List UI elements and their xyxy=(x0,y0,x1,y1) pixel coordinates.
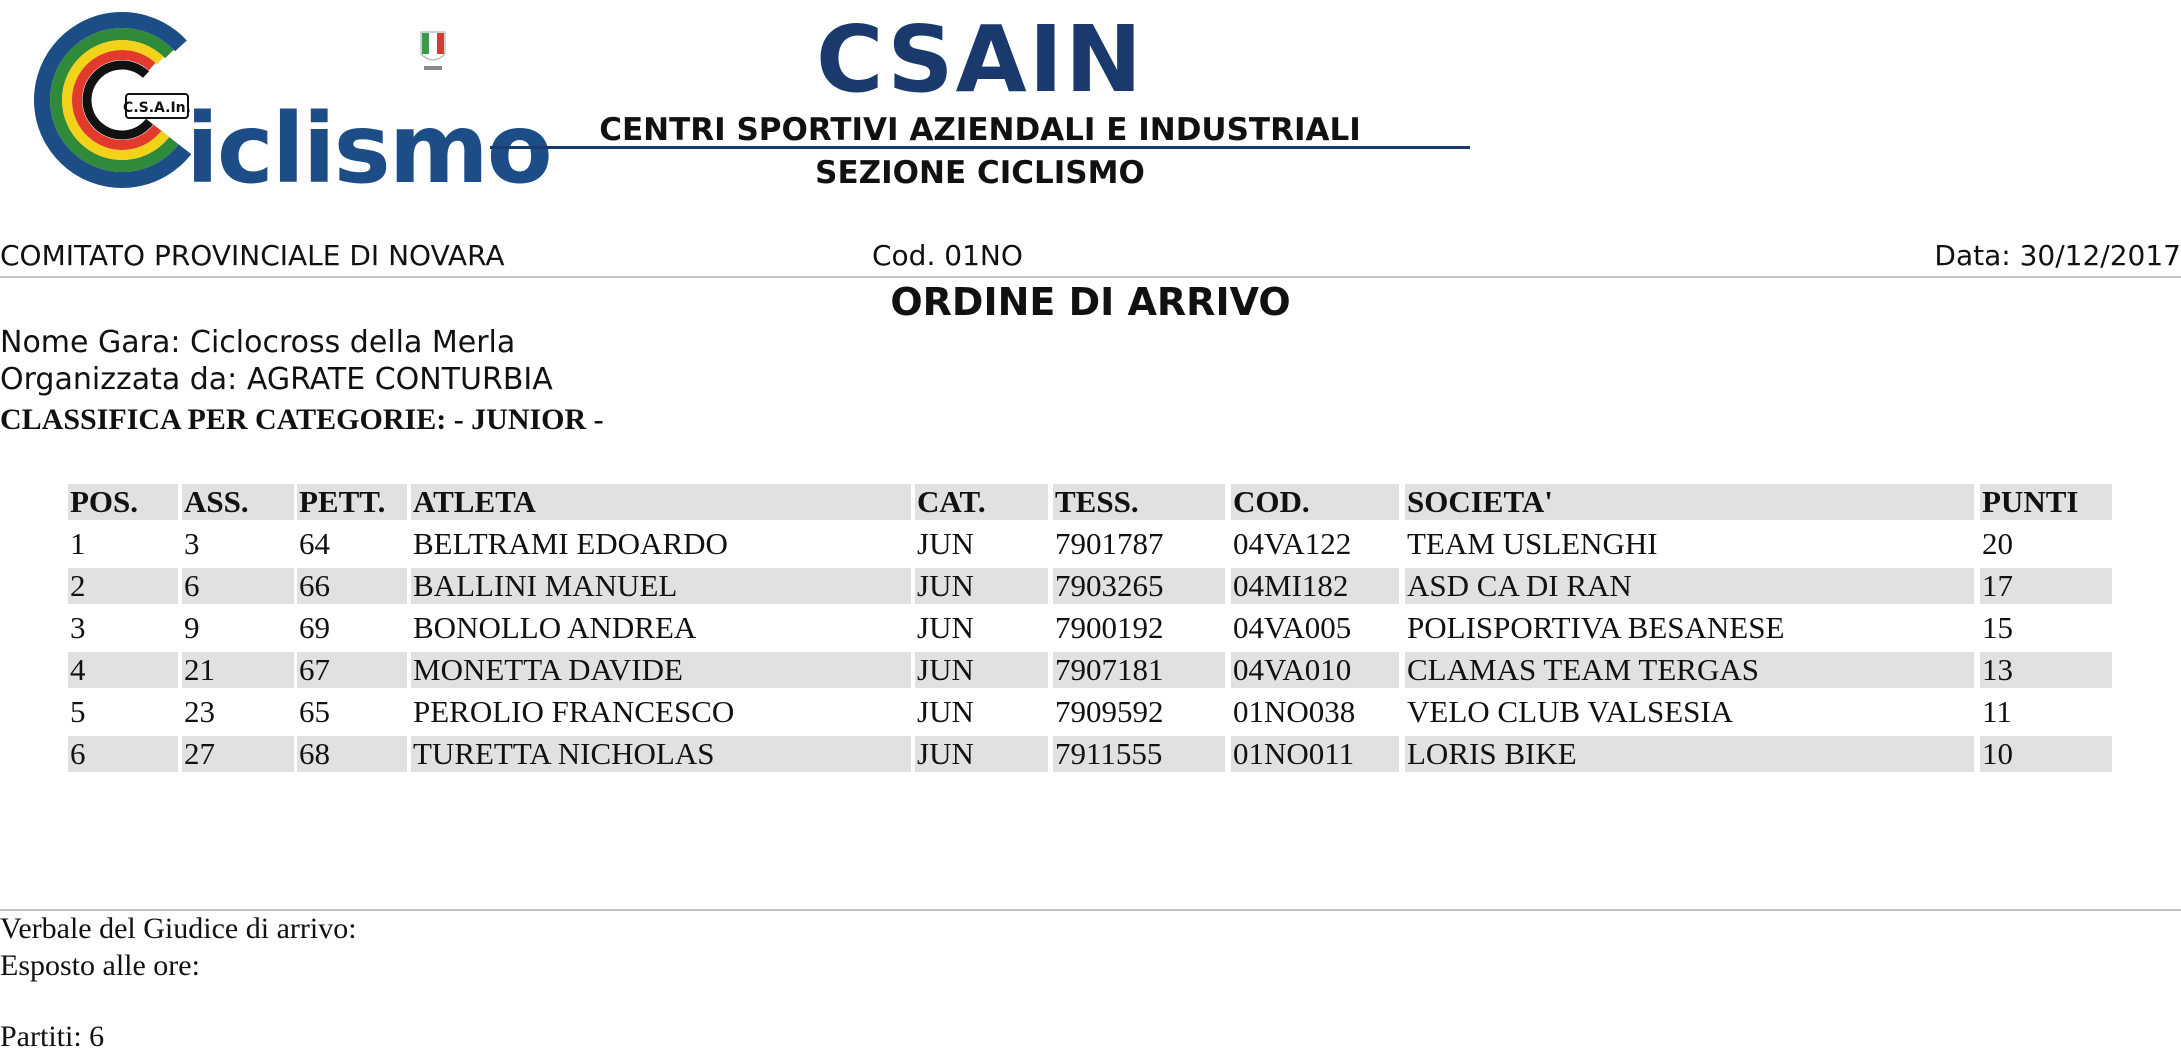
cell-tess: 7903265 xyxy=(1053,568,1225,604)
cell-punti: 13 xyxy=(1980,652,2112,688)
cell-punti: 20 xyxy=(1982,526,2013,561)
cell-cod: 04VA122 xyxy=(1233,526,1352,561)
cell-punti: 11 xyxy=(1982,694,2012,729)
cell-tess: 7901787 xyxy=(1055,526,1164,561)
table-row xyxy=(68,568,2112,610)
cell-pos: 3 xyxy=(70,610,86,645)
header-ass: ASS. xyxy=(182,484,294,520)
cell-tess: 7900192 xyxy=(1055,610,1164,645)
cell-atleta: TURETTA NICHOLAS xyxy=(411,736,911,772)
cell-ass: 27 xyxy=(182,736,294,772)
judge-report-label: Verbale del Giudice di arrivo: xyxy=(0,912,357,945)
cell-cat: JUN xyxy=(917,610,974,645)
cell-tess: 7909592 xyxy=(1055,694,1164,729)
results-table xyxy=(68,484,2112,778)
document-date: Data: 30/12/2017 xyxy=(1934,239,2181,272)
race-name: Nome Gara: Ciclocross della Merla xyxy=(0,325,516,360)
cell-societa: ASD CA DI RAN xyxy=(1405,568,1974,604)
table-row xyxy=(68,694,2112,736)
cell-ass: 3 xyxy=(184,526,200,561)
cell-cat: JUN xyxy=(917,526,974,561)
header-pos: POS. xyxy=(68,484,178,520)
header-cod: COD. xyxy=(1231,484,1399,520)
header-punti: PUNTI xyxy=(1980,484,2112,520)
cell-ass: 21 xyxy=(182,652,294,688)
committee-code: Cod. 01NO xyxy=(872,239,1023,272)
table-row xyxy=(68,652,2112,694)
cell-pett: 66 xyxy=(297,568,407,604)
table-row xyxy=(68,736,2112,778)
cell-cod: 04VA005 xyxy=(1233,610,1352,645)
svg-text:C.S.A.In.: C.S.A.In. xyxy=(123,100,191,116)
cell-cat: JUN xyxy=(917,694,974,729)
cell-pos: 5 xyxy=(70,694,86,729)
cell-pos: 6 xyxy=(68,736,178,772)
cell-pos: 2 xyxy=(68,568,178,604)
cell-pos: 1 xyxy=(70,526,86,561)
svg-text:iclismo: iclismo xyxy=(186,93,551,205)
brand-title: CSAIN xyxy=(816,6,1144,113)
header-societa: SOCIETA' xyxy=(1405,484,1974,520)
cell-pett: 69 xyxy=(299,610,330,645)
cell-societa: VELO CLUB VALSESIA xyxy=(1407,694,1734,729)
cell-cat: JUN xyxy=(915,736,1048,772)
cell-societa: POLISPORTIVA BESANESE xyxy=(1407,610,1785,645)
header-cat: CAT. xyxy=(915,484,1048,520)
cell-punti: 17 xyxy=(1980,568,2112,604)
cell-societa: CLAMAS TEAM TERGAS xyxy=(1405,652,1974,688)
table-row xyxy=(68,526,2112,568)
race-organizer: Organizzata da: AGRATE CONTURBIA xyxy=(0,362,553,397)
section-subtitle: SEZIONE CICLISMO xyxy=(815,155,1145,191)
posted-time-label: Esposto alle ore: xyxy=(0,949,200,982)
cell-ass: 6 xyxy=(182,568,294,604)
cell-societa: TEAM USLENGHI xyxy=(1407,526,1658,561)
cell-punti: 10 xyxy=(1980,736,2112,772)
cell-ass: 23 xyxy=(184,694,215,729)
cell-cod: 01NO038 xyxy=(1233,694,1356,729)
header-atleta: ATLETA xyxy=(411,484,911,520)
header-pett: PETT. xyxy=(297,484,407,520)
cell-tess: 7907181 xyxy=(1053,652,1225,688)
category-heading: CLASSIFICA PER CATEGORIE: - JUNIOR - xyxy=(0,403,604,436)
cell-societa: LORIS BIKE xyxy=(1405,736,1974,772)
table-row xyxy=(68,610,2112,652)
cell-atleta: PEROLIO FRANCESCO xyxy=(413,694,735,729)
cell-pos: 4 xyxy=(68,652,178,688)
cell-cat: JUN xyxy=(915,568,1048,604)
cell-tess: 7911555 xyxy=(1053,736,1225,772)
header-tess: TESS. xyxy=(1053,484,1225,520)
cell-cod: 04MI182 xyxy=(1231,568,1399,604)
table-header-row xyxy=(68,484,2112,526)
starters-count: Partiti: 6 xyxy=(0,1020,105,1053)
cell-atleta: BONOLLO ANDREA xyxy=(413,610,697,645)
cell-punti: 15 xyxy=(1982,610,2013,645)
cell-pett: 64 xyxy=(299,526,330,561)
header-divider xyxy=(490,146,1470,149)
cell-cod: 01NO011 xyxy=(1231,736,1399,772)
cell-cod: 04VA010 xyxy=(1231,652,1399,688)
cell-atleta: BALLINI MANUEL xyxy=(411,568,911,604)
cell-pett: 65 xyxy=(299,694,330,729)
cell-pett: 67 xyxy=(297,652,407,688)
document-title: ORDINE DI ARRIVO xyxy=(890,280,1291,324)
csain-ciclismo-logo xyxy=(14,14,551,205)
italian-flag-icon xyxy=(418,28,448,76)
cell-cat: JUN xyxy=(915,652,1048,688)
cell-ass: 9 xyxy=(184,610,200,645)
organization-subtitle: CENTRI SPORTIVI AZIENDALI E INDUSTRIALI xyxy=(599,112,1361,148)
cell-atleta: BELTRAMI EDOARDO xyxy=(413,526,728,561)
cell-atleta: MONETTA DAVIDE xyxy=(411,652,911,688)
committee-label: COMITATO PROVINCIALE DI NOVARA xyxy=(0,239,505,272)
cell-pett: 68 xyxy=(297,736,407,772)
